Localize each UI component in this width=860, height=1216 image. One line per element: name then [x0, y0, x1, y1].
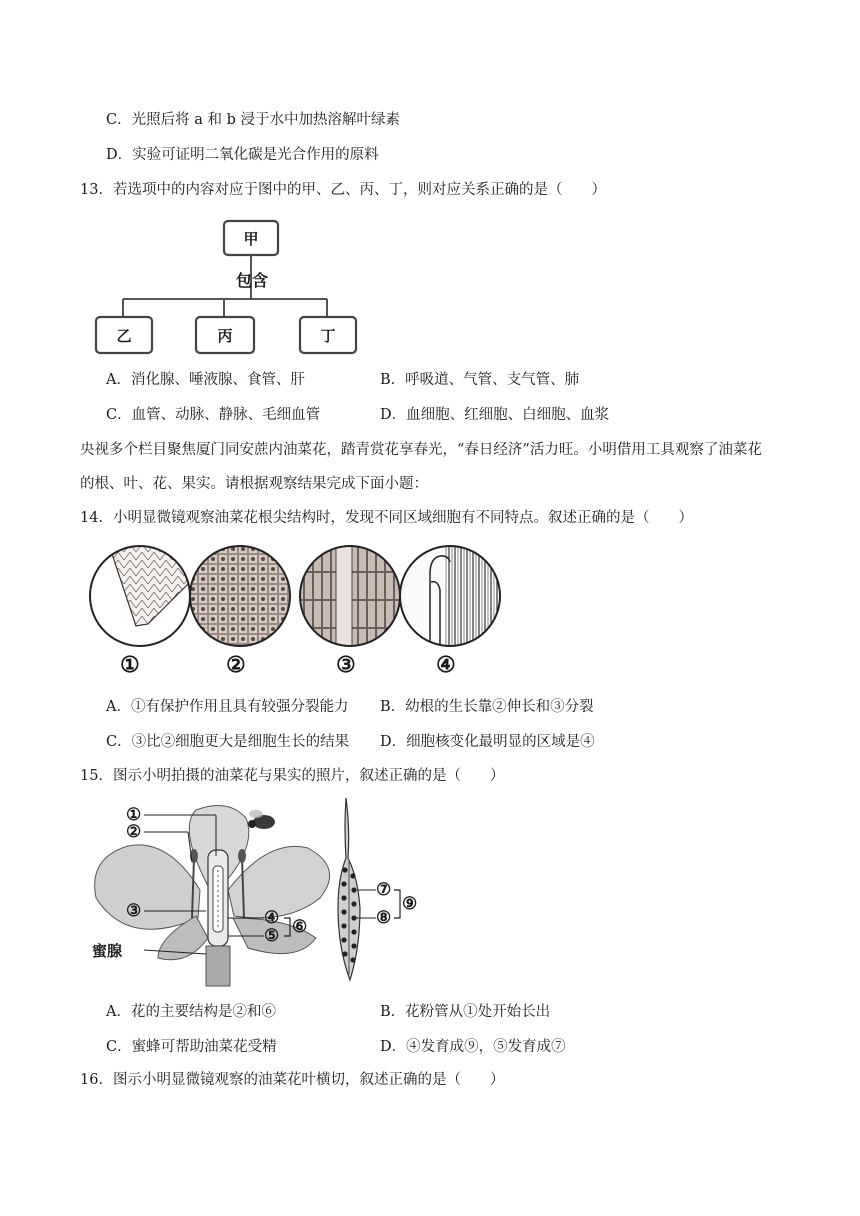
- q13-option-c: C．血管、动脉、静脉、毛细血管: [106, 407, 321, 423]
- diagram-child-3: 丁: [320, 327, 336, 345]
- fruit-label-9: ⑨: [402, 894, 418, 914]
- flower-label-3: ③: [126, 901, 142, 921]
- diagram-child-2: 丙: [217, 327, 233, 345]
- q14-option-a: A．①有保护作用且具有较强分裂能力: [106, 699, 349, 715]
- nectary-label: 蜜腺: [92, 942, 123, 960]
- q14-option-d: D．细胞核变化最明显的区域是④: [380, 734, 595, 750]
- flower-label-5: ⑤: [264, 926, 280, 946]
- flower-label-4: ④: [264, 908, 280, 928]
- q15-option-b: B．花粉管从①处开始长出: [380, 1004, 551, 1020]
- q14-option-c: C．③比②细胞更大是细胞生长的结果: [106, 734, 350, 750]
- q15-option-a: A．花的主要结构是②和⑥: [106, 1004, 276, 1020]
- q14-root-tip-figure: [88, 544, 508, 684]
- q13-option-a: A．消化腺、唾液腺、食管、肝: [106, 372, 305, 388]
- root-label-4: ④: [436, 652, 456, 678]
- root-label-3: ③: [336, 652, 356, 678]
- diagram-child-1: 乙: [116, 327, 132, 345]
- root-label-1: ①: [120, 652, 140, 678]
- q13-diagram: [90, 218, 362, 358]
- q12-option-d: D．实验可证明二氧化碳是光合作用的原料: [106, 147, 379, 163]
- q13-option-b: B．呼吸道、气管、支气管、肺: [380, 372, 580, 388]
- intro-line-2: 的根、叶、花、果实。请根据观察结果完成下面小题：: [80, 476, 428, 492]
- q15-flower-fruit-figure: [88, 798, 448, 988]
- fruit-label-7: ⑦: [376, 880, 392, 900]
- q14-stem: 14．小明显微镜观察油菜花根尖结构时，发现不同区域细胞有不同特点。叙述正确的是（ ）: [80, 510, 693, 526]
- q15-option-d: D．④发育成⑨，⑤发育成⑦: [380, 1039, 566, 1055]
- q13-option-d: D．血细胞、红细胞、白细胞、血浆: [380, 407, 610, 423]
- flower-label-2: ②: [126, 822, 142, 842]
- root-cap-view: [88, 544, 192, 648]
- q12-option-c: C．光照后将 a 和 b 浸于水中加热溶解叶绿素: [106, 112, 400, 128]
- q15-stem: 15．图示小明拍摄的油菜花与果实的照片，叙述正确的是（ ）: [80, 768, 505, 784]
- root-label-2: ②: [226, 652, 246, 678]
- intro-line-1: 央视多个栏目聚焦厦门同安蔗内油菜花，踏青赏花享春光，“春日经济”活力旺。小明借用工具观察了油菜花: [80, 442, 762, 458]
- flower-label-1: ①: [126, 805, 142, 825]
- fruit-label-8: ⑧: [376, 908, 392, 928]
- diagram-top-box: 甲: [243, 230, 259, 248]
- q14-option-b: B．幼根的生长靠②伸长和③分裂: [380, 699, 594, 715]
- flower-label-6: ⑥: [292, 917, 308, 937]
- diagram-relation-label: 包含: [236, 271, 269, 290]
- q13-stem: 13．若选项中的内容对应于图中的甲、乙、丙、丁，则对应关系正确的是（ ）: [80, 182, 606, 198]
- q16-stem: 16．图示小明显微镜观察的油菜花叶横切，叙述正确的是（ ）: [80, 1072, 505, 1088]
- q15-option-c: C．蜜蜂可帮助油菜花受精: [106, 1039, 277, 1055]
